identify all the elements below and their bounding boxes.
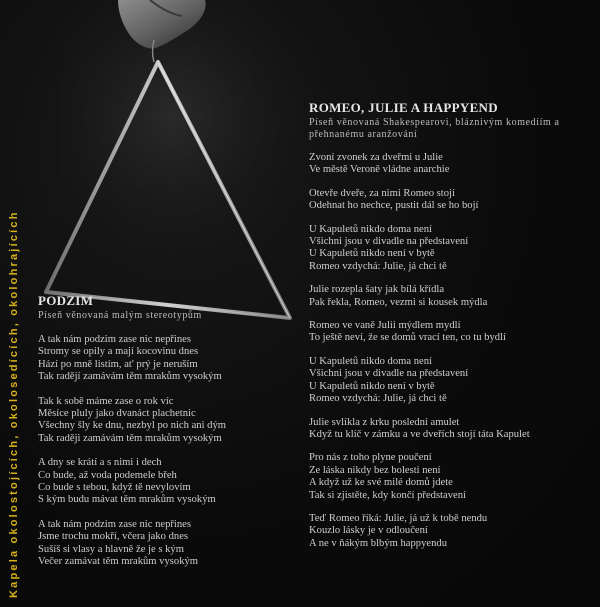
lyrics-line: U Kapuletů nikdo doma není	[309, 355, 432, 367]
lyrics-line: Odehnat ho nechce, pustit dál se ho bojí	[309, 200, 479, 212]
lyrics-line: Co bude, až voda podemele břeh	[38, 469, 177, 481]
lyrics-stanza	[309, 452, 589, 502]
song-title: PODZIM	[38, 293, 94, 308]
lyrics-line: Když tu klíč v zámku a ve dveřích stojí táta Kapulet	[309, 428, 530, 440]
lyrics-line: Hází po mně listím, at' prý je neruším	[38, 358, 198, 370]
lyrics-line: Romeo ve vaně Julii mýdlem mydlí	[309, 320, 461, 332]
lyrics-line: Tak si zjistěte, kdy končí představení	[309, 489, 466, 501]
song-lyrics	[309, 152, 589, 550]
lyrics-line: Pro nás z toho plyne poučení	[309, 452, 432, 464]
band-vertical-caption: Kapela okolostojících, okolosedících, okolohrajících	[8, 210, 20, 598]
lyrics-line: U Kapuletů nikdo není v bytě	[309, 380, 435, 392]
song-romeo-julie	[309, 100, 589, 550]
lyrics-stanza	[309, 152, 589, 177]
lyrics-line: S kým budu mávat těm mrakům vysokým	[38, 494, 216, 506]
lyrics-stanza	[38, 457, 293, 507]
lyrics-stanza	[309, 513, 589, 550]
lyrics-line: Tak raději zamávám těm mrakům vysokým	[38, 432, 222, 444]
lyrics-line: Všichni jsou v divadle na představení	[309, 368, 469, 380]
lyrics-stanza	[309, 417, 589, 442]
song-podzim	[38, 293, 293, 569]
lyrics-line: Ve městě Veroně vládne anarchie	[309, 164, 450, 176]
lyrics-line: U Kapuletů nikdo doma není	[309, 223, 432, 235]
lyrics-line: Sušíš si vlasy a hlavně že je s kým	[38, 543, 184, 555]
lyrics-line: A když už ke své milé domů jdete	[309, 477, 453, 489]
lyrics-stanza	[38, 396, 293, 446]
lyrics-line: U Kapuletů nikdo není v bytě	[309, 248, 435, 260]
song-lyrics	[38, 334, 293, 569]
lyrics-line: Julie rozepla šaty jak bílá křídla	[309, 284, 445, 296]
lyrics-line: Všichni jsou v divadle na představení	[309, 236, 469, 248]
lyrics-line: Romeo vzdychá: Julie, já chci tě	[309, 393, 447, 405]
lyrics-stanza	[38, 519, 293, 569]
lyrics-stanza	[309, 356, 589, 406]
lyrics-line: Kouzlo lásky je v odloučení	[309, 525, 428, 537]
song-subtitle: Píseň věnovaná Shakespearovi, bláznivým komediím a přehnanému aranžování	[309, 117, 560, 140]
lyrics-line: A dny se krátí a s nimi i dech	[38, 457, 162, 469]
lyrics-line: A tak nám podzim zase nic nepřines	[38, 334, 191, 345]
lyrics-line: A tak nám podzim zase nic nepřines	[38, 518, 191, 530]
lyrics-line: Stromy se opily a mají kocovinu dnes	[38, 346, 199, 358]
lyrics-line: Jsme trochu mokří, včera jako dnes	[38, 531, 189, 543]
lyrics-stanza	[38, 334, 293, 384]
lyrics-stanza	[309, 224, 589, 274]
lyrics-line: Co bude s tebou, když tě nevylovím	[38, 482, 191, 494]
lyrics-line: Pak řekla, Romeo, vezmi si kousek mýdla	[309, 296, 488, 308]
lyrics-line: Všechny šly ke dnu, nezbyl po nich ani dým	[38, 420, 227, 432]
lyrics-line: Otevře dveře, za nimi Romeo stojí	[309, 187, 455, 199]
lyrics-line: A ne v ňákým blbým happyendu	[309, 537, 447, 549]
song-title: ROMEO, JULIE A HAPPYEND	[309, 100, 498, 115]
lyrics-line: Teď Romeo říká: Julie, já už k tobě nendu	[309, 512, 488, 524]
lyrics-line: Julie svlíkla z krku poslední amulet	[309, 416, 460, 428]
song-subtitle: Píseň věnovaná malým stereotypům	[38, 310, 202, 321]
lyrics-line: Večer zamávat těm mrakům vysokým	[38, 556, 199, 568]
lyrics-line: Tak k sobě máme zase o rok víc	[38, 395, 174, 407]
lyrics-line: Zvoní zvonek za dveřmi u Julie	[309, 152, 443, 163]
lyrics-line: To ještě neví, že se domů vrací ten, co tu bydlí	[309, 332, 506, 344]
lyrics-stanza	[309, 188, 589, 213]
lyrics-stanza	[309, 284, 589, 309]
lyrics-stanza	[309, 320, 589, 345]
lyrics-line: Ze láska nikdy bez bolesti není	[309, 464, 441, 476]
lyrics-line: Romeo vzdychá: Julie, já chci tě	[309, 260, 447, 272]
lyrics-line: Tak radějí zamávám těm mrakům vysokým	[38, 371, 222, 383]
lyrics-line: Měsíce pluly jako dvanáct plachetnic	[38, 408, 196, 420]
